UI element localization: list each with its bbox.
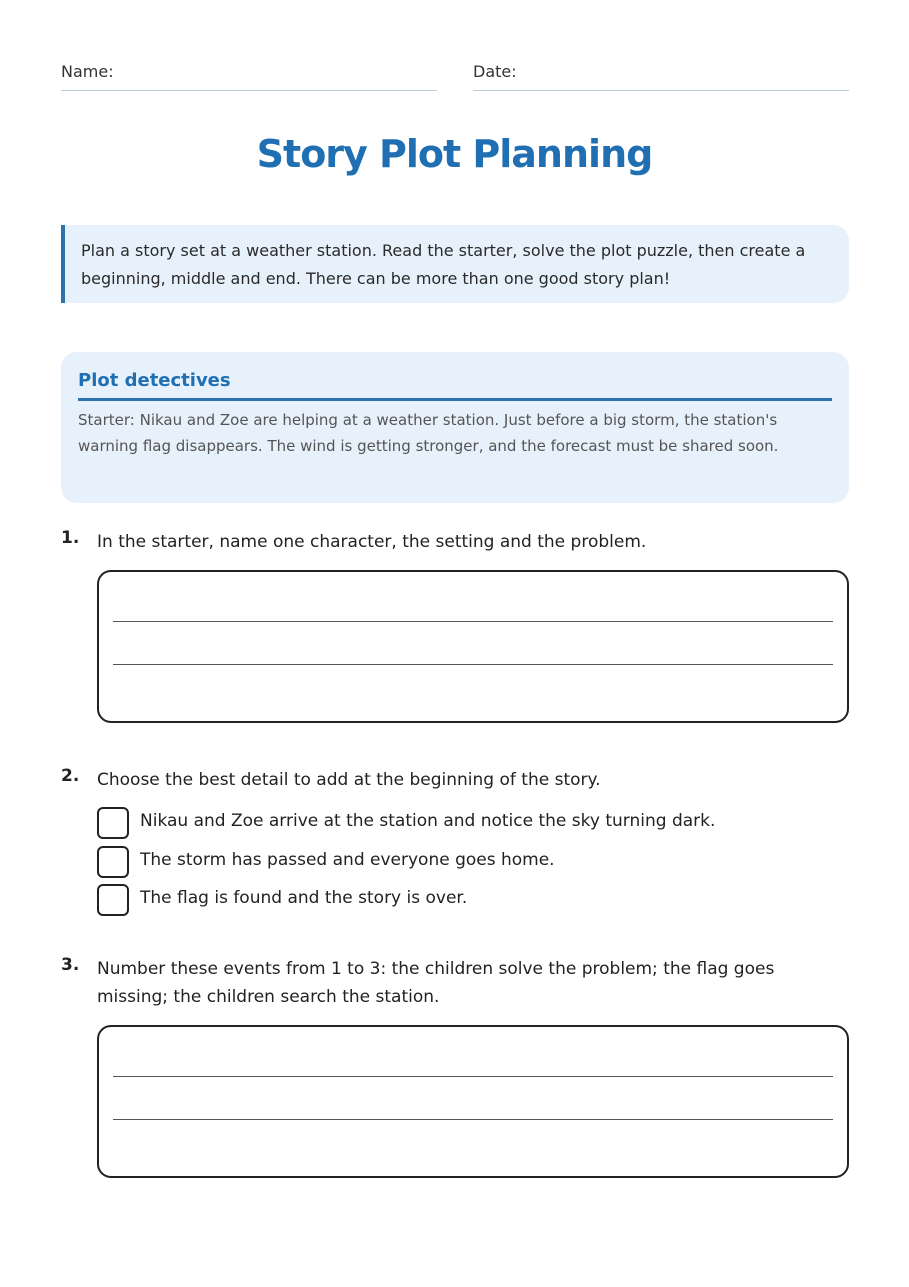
date-label: Date:	[473, 62, 517, 81]
plot-detectives-panel	[61, 352, 849, 503]
page-title: Story Plot Planning	[256, 132, 653, 176]
question-number: 1.	[61, 528, 80, 548]
question-text: Number these events from 1 to 3: the children solve the problem; the flag goes missing; the children search the station.	[97, 959, 775, 1007]
option-label: The flag is found and the story is over.	[140, 888, 468, 908]
question-text: In the starter, name one character, the setting and the problem.	[97, 532, 647, 552]
option-checkbox[interactable]	[97, 807, 129, 839]
answer-box-1[interactable]	[97, 570, 849, 723]
date-field[interactable]	[473, 62, 517, 81]
question-number: 3.	[61, 955, 80, 975]
name-line	[61, 90, 437, 91]
question-number: 2.	[61, 766, 80, 786]
name-field[interactable]	[61, 62, 114, 81]
answer-line	[113, 621, 833, 622]
question-text: Choose the best detail to add at the beginning of the story.	[97, 770, 601, 790]
story-starter-text: Starter: Nikau and Zoe are helping at a weather station. Just before a big storm, the station's warning flag disappears. The wind is getting stronger, and the forecast must be shared soon.	[78, 411, 779, 455]
option-label: Nikau and Zoe arrive at the station and notice the sky turning dark.	[140, 811, 716, 831]
answer-line	[113, 1119, 833, 1120]
option-checkbox[interactable]	[97, 884, 129, 916]
answer-line	[113, 1076, 833, 1077]
plot-detectives-heading: Plot detectives	[78, 370, 832, 401]
answer-line	[113, 664, 833, 665]
name-label: Name:	[61, 62, 114, 81]
intro-callout: Plan a story set at a weather station. Read the starter, solve the plot puzzle, then create a beginning, middle and end. There can be more than one good story plan!	[61, 225, 849, 303]
answer-box-3[interactable]	[97, 1025, 849, 1178]
date-line	[473, 90, 849, 91]
option-checkbox[interactable]	[97, 846, 129, 878]
option-label: The storm has passed and everyone goes home.	[140, 850, 555, 870]
